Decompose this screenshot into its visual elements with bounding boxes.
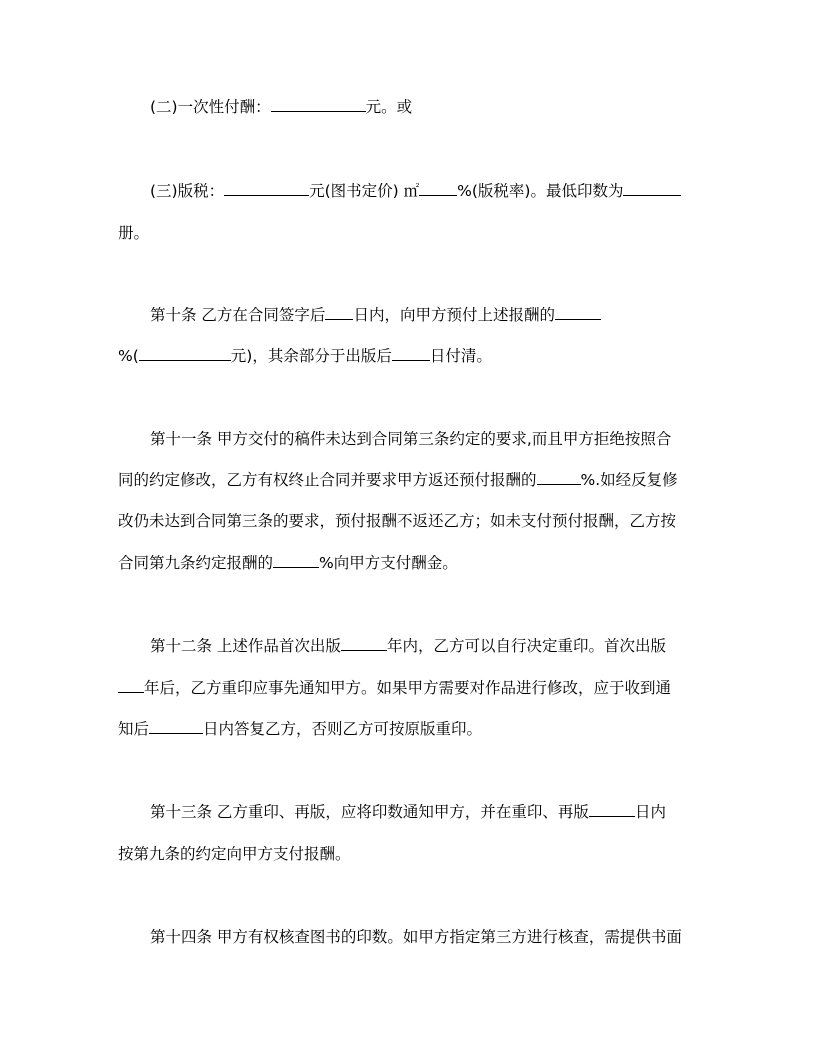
fill-blank [537,470,581,485]
text: 第十二条 上述作品首次出版 [150,637,341,655]
text: 元。或 [365,98,413,116]
clause-10 [150,305,601,325]
fill-blank [589,802,635,817]
clause-9-item-3-cont [118,223,149,243]
fill-blank [273,553,319,568]
fill-blank [623,181,681,196]
text: 同的约定修改，乙方有权终止合同并要求甲方返还预付报酬的 [118,471,537,489]
text: 第十三条 乙方重印、再版，应将印数通知甲方，并在重印、再版 [150,803,589,821]
fill-blank [271,97,366,112]
text: 按第九条的约定向甲方支付报酬。 [118,845,351,863]
text: 第十四条 甲方有权核查图书的印数。如甲方指定第三方进行核查，需提供书面 [150,928,682,946]
fill-blank [224,181,309,196]
fill-blank [118,678,144,693]
text: 册。 [118,224,150,242]
clause-11-line-3 [118,511,676,531]
fill-blank [419,181,457,196]
text: (二)一次性付酬： [150,98,271,116]
text: %向甲方支付酬金。 [319,554,458,572]
clause-14-line-1 [150,927,682,947]
text: 日付清。 [429,347,492,365]
clause-10-cont [118,346,492,366]
clause-13-line-1 [150,802,666,822]
text: 第十一条 甲方交付的稿件未达到合同第三条约定的要求,而且甲方拒绝按照合 [150,430,672,448]
text: 知后 [118,720,150,738]
text: %( [118,347,139,365]
text: 日内 [634,803,666,821]
text: 日内，向甲方预付上述报酬的 [353,306,555,324]
text: 日内答复乙方，否则乙方可按原版重印。 [203,720,483,738]
text: 改仍未达到合同第三条的要求，预付报酬不返还乙方；如未支付预付报酬，乙方按 [118,512,677,530]
clause-9-item-2 [150,97,412,117]
fill-blank [149,719,203,734]
clause-12-line-1 [150,636,666,656]
fill-blank [341,636,387,651]
fill-blank [325,305,353,320]
clause-13-line-2 [118,844,351,864]
text: (三)版税： [150,182,225,200]
clause-11-line-4 [118,553,458,573]
text: 年后，乙方重印应事先通知甲方。如果甲方需要对作品进行修改，应于收到通 [144,679,672,697]
text: 元)，其余部分于出版后 [230,347,392,365]
text: 第十条 乙方在合同签字后 [150,306,326,324]
clause-12-line-2 [118,678,671,698]
text: %.如经反复修 [580,471,678,489]
text: 年内，乙方可以自行决定重印。首次出版 [386,637,666,655]
fill-blank [555,305,601,320]
text: 合同第九条约定报酬的 [118,554,274,572]
fill-blank [139,346,231,361]
clause-9-item-3 [150,181,681,201]
fill-blank [392,346,430,361]
text: %(版税率)。最低印数为 [457,182,624,200]
clause-11-line-2 [118,470,678,490]
clause-11-line-1 [150,429,671,449]
text: 元(图书定价) ㎡ [309,182,420,200]
clause-12-line-3 [118,719,482,739]
